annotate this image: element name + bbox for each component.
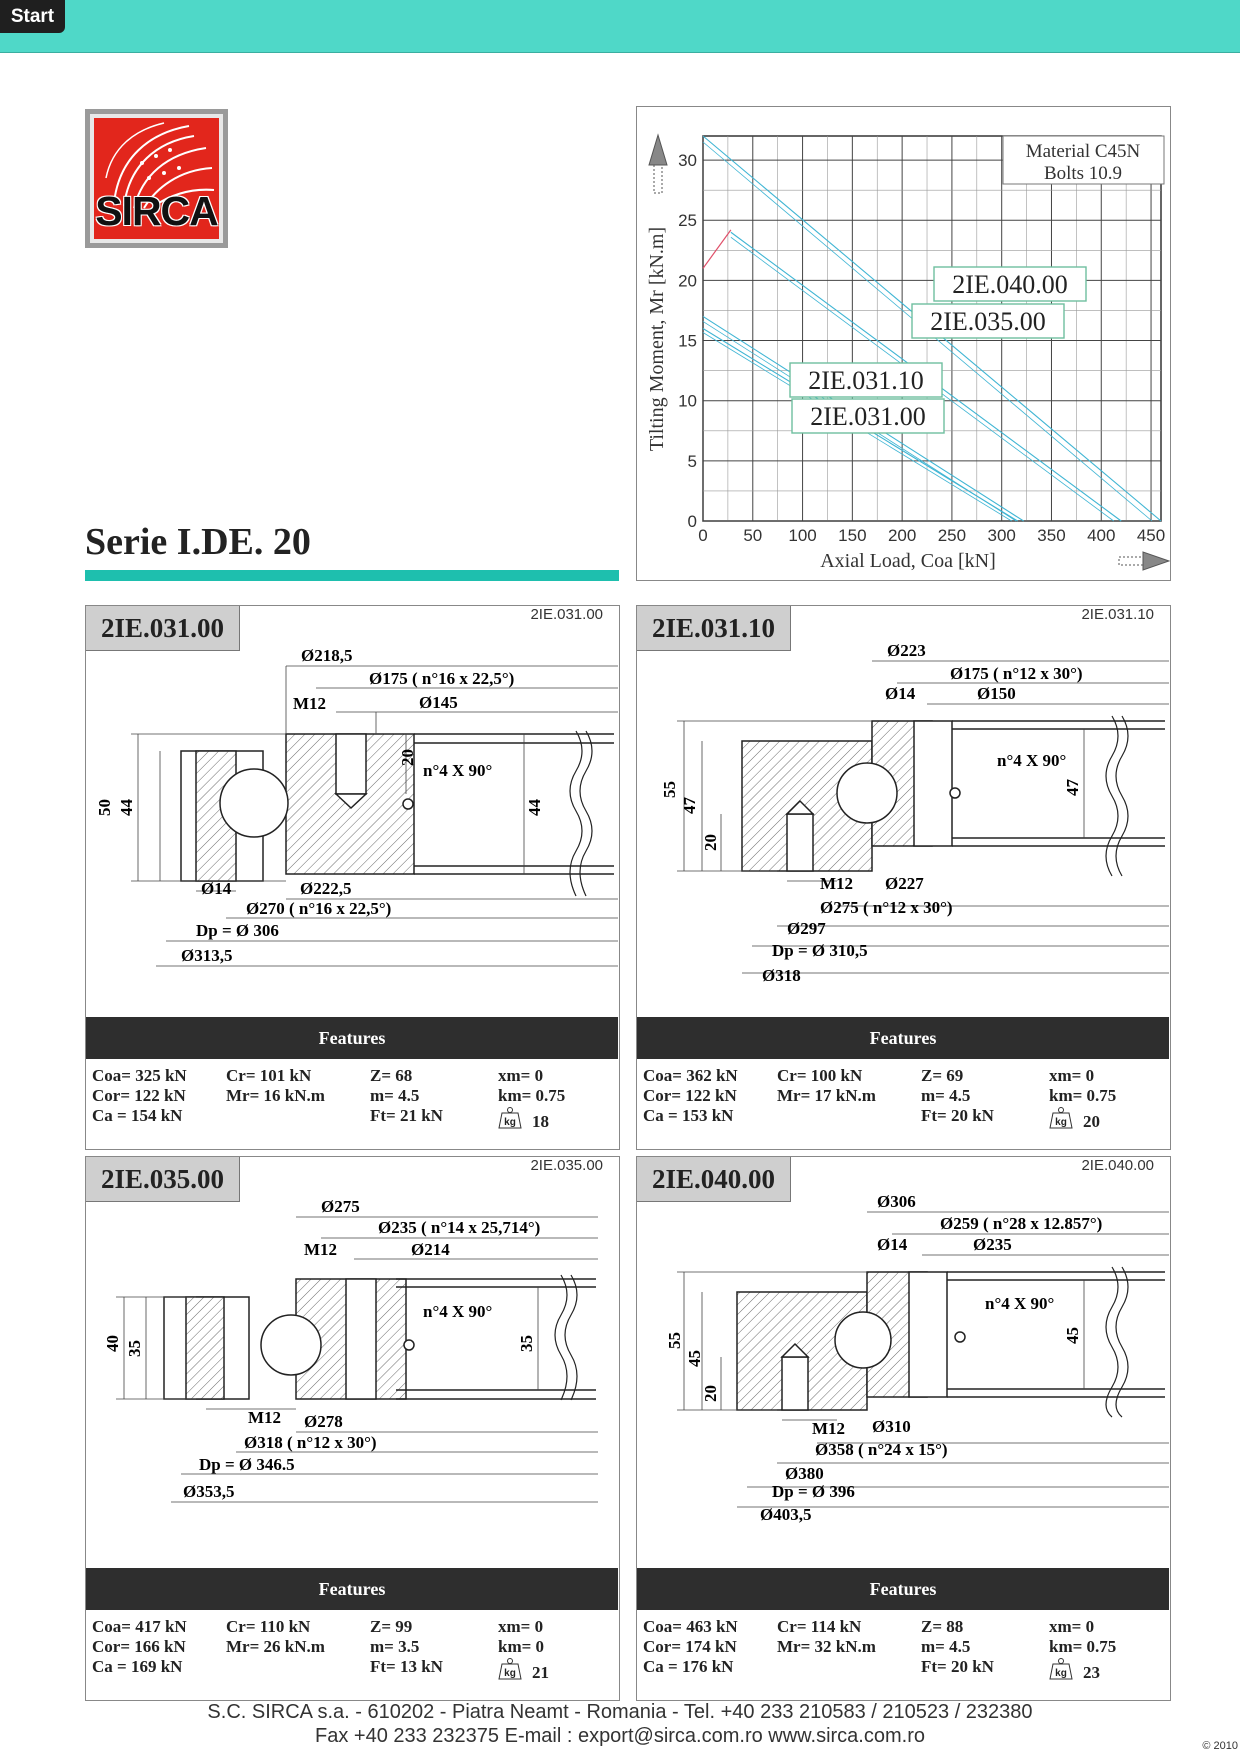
panel-title: 2IE.031.00	[86, 606, 240, 651]
y-tick-label: 5	[687, 451, 697, 471]
weight-icon	[1049, 1658, 1073, 1680]
features-specs	[643, 1066, 1168, 1146]
x-tick-label: 50	[743, 526, 763, 545]
dim-h44r: 44	[525, 799, 544, 816]
spec-z: Z= 99	[370, 1617, 413, 1636]
dim-h40: 40	[103, 1335, 122, 1352]
spec-mr: Mr= 26 kN.m	[226, 1637, 325, 1656]
dim-d2: Ø175 ( n°12 x 30°)	[950, 664, 1083, 683]
title-underline	[85, 570, 619, 581]
x-tick-label: 0	[698, 526, 708, 545]
bearing-drawing	[86, 1187, 618, 1567]
spec-mr: Mr= 32 kN.m	[777, 1637, 876, 1656]
dim-d1: Ø218,5	[301, 646, 353, 665]
footer-address: S.C. SIRCA s.a. - 610202 - Piatra Neamt - Romania - Tel. +40 233 210583 / 210523 / 232380	[207, 1701, 1033, 1723]
dim-d14: Ø14	[877, 1235, 908, 1254]
dim-d227: Ø227	[885, 874, 924, 893]
spec-cor: Cor= 122 kN	[92, 1086, 186, 1105]
dim-m12: M12	[812, 1419, 846, 1438]
spec-weight: 20	[1083, 1112, 1100, 1131]
footer	[0, 1700, 1240, 1748]
dim-d1: Ø223	[887, 641, 926, 660]
spec-cor: Cor= 166 kN	[92, 1637, 186, 1656]
spec-coa: Coa= 362 kN	[643, 1066, 738, 1085]
dim-n4: n°4 X 90°	[423, 1302, 493, 1321]
spec-weight: 21	[532, 1663, 549, 1682]
svg-text:kg: kg	[504, 1117, 516, 1128]
features-specs	[92, 1617, 617, 1697]
spec-ft: Ft= 20 kN	[921, 1657, 994, 1676]
dim-m12: M12	[293, 694, 327, 713]
dim-d275: Ø275 ( n°12 x 30°)	[820, 898, 953, 917]
spec-ft: Ft= 20 kN	[921, 1106, 994, 1125]
dim-h47: 47	[680, 797, 699, 814]
series-label: 2IE.031.10	[808, 366, 924, 395]
dim-d14: Ø14	[201, 879, 232, 898]
dim-d270: Ø270 ( n°16 x 22,5°)	[246, 899, 392, 918]
spec-ca: Ca = 176 kN	[643, 1657, 734, 1676]
x-tick-label: 150	[838, 526, 867, 545]
dim-h47r: 47	[1063, 779, 1082, 796]
dim-d2: Ø175 ( n°16 x 22,5°)	[369, 669, 515, 688]
copyright: © 2010	[1202, 1740, 1238, 1752]
panel-code: 2IE.031.00	[530, 606, 603, 623]
spec-ft: Ft= 21 kN	[370, 1106, 443, 1125]
spec-km: km= 0.75	[1049, 1637, 1117, 1656]
logo-text: SIRCA	[95, 188, 218, 234]
start-button[interactable]: Start	[0, 0, 65, 33]
series-label: 2IE.040.00	[952, 270, 1068, 299]
dim-n4: n°4 X 90°	[997, 751, 1067, 770]
y-tick-label: 30	[678, 151, 697, 171]
dim-h20: 20	[701, 1385, 720, 1402]
dim-d3: Ø145	[419, 693, 458, 712]
spec-ca: Ca = 153 kN	[643, 1106, 734, 1125]
spec-ca: Ca = 169 kN	[92, 1657, 183, 1676]
dim-d313: Ø313,5	[181, 946, 233, 965]
series-label: 2IE.035.00	[930, 307, 1046, 336]
dim-d2: Ø235 ( n°14 x 25,714°)	[378, 1218, 541, 1237]
chart-svg	[637, 107, 1170, 579]
dim-d3: Ø214	[411, 1240, 450, 1259]
panel-title: 2IE.035.00	[86, 1157, 240, 1202]
panel-code: 2IE.031.10	[1081, 606, 1154, 623]
company-logo	[85, 109, 228, 248]
x-tick-label: 450	[1136, 526, 1166, 545]
dim-h35: 35	[125, 1340, 144, 1357]
x-tick-label: 250	[937, 526, 967, 545]
dim-m12: M12	[820, 874, 854, 893]
dim-d14: Ø14	[885, 684, 916, 703]
y-tick-label: 20	[678, 271, 697, 291]
spec-xm: xm= 0	[1049, 1617, 1095, 1636]
dim-d3: Ø235	[973, 1235, 1012, 1254]
dim-d353: Ø353,5	[183, 1482, 235, 1501]
page-title: Serie I.DE. 20	[85, 521, 311, 563]
spec-cr: Cr= 110 kN	[226, 1617, 311, 1636]
product-panel-2ie-031-00	[85, 605, 620, 1150]
dim-h55: 55	[665, 1332, 684, 1349]
dim-h50: 50	[95, 799, 114, 816]
weight-icon	[498, 1107, 522, 1129]
spec-km: km= 0.75	[1049, 1086, 1117, 1105]
dim-m12: M12	[304, 1240, 338, 1259]
spec-ft: Ft= 13 kN	[370, 1657, 443, 1676]
spec-cr: Cr= 114 kN	[777, 1617, 862, 1636]
spec-z: Z= 69	[921, 1066, 964, 1085]
dim-d297: Ø297	[787, 919, 826, 938]
panel-title: 2IE.040.00	[637, 1157, 791, 1202]
spec-coa: Coa= 463 kN	[643, 1617, 738, 1636]
x-tick-label: 400	[1087, 526, 1116, 545]
spec-xm: xm= 0	[498, 1617, 544, 1636]
chart-x-label: Axial Load, Coa [kN]	[820, 550, 996, 572]
dim-d310: Ø310	[872, 1417, 911, 1436]
spec-mr: Mr= 17 kN.m	[777, 1086, 876, 1105]
spec-cor: Cor= 174 kN	[643, 1637, 737, 1656]
product-panel-2ie-035-00	[85, 1156, 620, 1701]
dim-d318: Ø318	[762, 966, 801, 985]
weight-icon	[498, 1658, 522, 1680]
y-axis-arrow-icon	[649, 135, 667, 193]
x-tick-label: 100	[788, 526, 817, 545]
features-header: Features	[86, 1017, 618, 1059]
footer-contact: Fax +40 233 232375 E-mail : export@sirca.com.ro www.sirca.com.ro	[315, 1725, 925, 1747]
dim-d1: Ø275	[321, 1197, 360, 1216]
dim-h20: 20	[701, 834, 720, 851]
dim-dp: Dp = Ø 306	[196, 921, 279, 940]
dim-m12b: M12	[248, 1408, 282, 1427]
product-panel-2ie-031-10	[636, 605, 1171, 1150]
features-header: Features	[637, 1017, 1169, 1059]
dim-h45r: 45	[1063, 1327, 1082, 1344]
x-tick-label: 300	[987, 526, 1016, 545]
spec-coa: Coa= 417 kN	[92, 1617, 187, 1636]
y-tick-label: 15	[678, 331, 697, 351]
bearing-drawing	[86, 636, 618, 1016]
features-header: Features	[637, 1568, 1169, 1610]
logo-emblem	[94, 118, 219, 239]
svg-text:kg: kg	[504, 1668, 516, 1679]
dim-h55: 55	[660, 781, 679, 798]
load-chart	[636, 106, 1171, 581]
y-tick-label: 10	[678, 391, 697, 411]
spec-ca: Ca = 154 kN	[92, 1106, 183, 1125]
product-panel-2ie-040-00	[636, 1156, 1171, 1701]
dim-d358: Ø358 ( n°24 x 15°)	[815, 1440, 948, 1459]
spec-cr: Cr= 101 kN	[226, 1066, 312, 1085]
y-tick-label: 25	[678, 211, 697, 231]
spec-mr: Mr= 16 kN.m	[226, 1086, 325, 1105]
dim-n4: n°4 X 90°	[423, 761, 493, 780]
spec-km: km= 0	[498, 1637, 545, 1656]
dim-d403: Ø403,5	[760, 1505, 812, 1524]
spec-weight: 18	[532, 1112, 549, 1131]
panel-code: 2IE.040.00	[1081, 1157, 1154, 1174]
spec-weight: 23	[1083, 1663, 1100, 1682]
spec-cr: Cr= 100 kN	[777, 1066, 863, 1085]
spec-z: Z= 88	[921, 1617, 964, 1636]
spec-xm: xm= 0	[1049, 1066, 1095, 1085]
spec-z: Z= 68	[370, 1066, 413, 1085]
legend-bolts: Bolts 10.9	[1043, 163, 1123, 184]
features-specs	[643, 1617, 1168, 1697]
dim-d2: Ø259 ( n°28 x 12.857°)	[940, 1214, 1103, 1233]
spec-m: m= 4.5	[921, 1086, 971, 1105]
dim-dp: Dp = Ø 310,5	[772, 941, 868, 960]
dim-h35r: 35	[517, 1335, 536, 1352]
x-tick-label: 200	[887, 526, 917, 545]
dim-d380: Ø380	[785, 1464, 824, 1483]
dim-d278: Ø278	[304, 1412, 343, 1431]
dim-d222: Ø222,5	[300, 879, 352, 898]
spec-m: m= 4.5	[921, 1637, 971, 1656]
x-tick-label: 350	[1037, 526, 1066, 545]
svg-text:kg: kg	[1055, 1668, 1067, 1679]
spec-km: km= 0.75	[498, 1086, 566, 1105]
spec-coa: Coa= 325 kN	[92, 1066, 187, 1085]
chart-y-label: Tilting Moment, Mr [kN.m]	[646, 226, 668, 452]
features-header: Features	[86, 1568, 618, 1610]
weight-icon	[1049, 1107, 1073, 1129]
dim-d318: Ø318 ( n°12 x 30°)	[244, 1433, 377, 1452]
svg-text:kg: kg	[1055, 1117, 1067, 1128]
x-axis-arrow-icon	[1119, 552, 1169, 570]
panel-code: 2IE.035.00	[530, 1157, 603, 1174]
dim-h44: 44	[117, 799, 136, 816]
bearing-drawing	[637, 1187, 1169, 1567]
dim-dp: Dp = Ø 346.5	[199, 1455, 295, 1474]
dim-d1: Ø306	[877, 1192, 916, 1211]
dim-d3: Ø150	[977, 684, 1016, 703]
legend-material: Material C45N	[1025, 141, 1141, 162]
spec-m: m= 4.5	[370, 1086, 420, 1105]
dim-dp: Dp = Ø 396	[772, 1482, 855, 1501]
series-label: 2IE.031.00	[810, 402, 926, 431]
spec-xm: xm= 0	[498, 1066, 544, 1085]
y-tick-label: 0	[687, 512, 697, 531]
spec-m: m= 3.5	[370, 1637, 420, 1656]
spec-cor: Cor= 122 kN	[643, 1086, 737, 1105]
dim-h45: 45	[685, 1350, 704, 1367]
features-specs	[92, 1066, 617, 1146]
bearing-drawing	[637, 636, 1169, 1016]
dim-h20: 20	[398, 749, 417, 766]
top-bar	[0, 0, 1240, 53]
dim-n4: n°4 X 90°	[985, 1294, 1055, 1313]
panel-title: 2IE.031.10	[637, 606, 791, 651]
